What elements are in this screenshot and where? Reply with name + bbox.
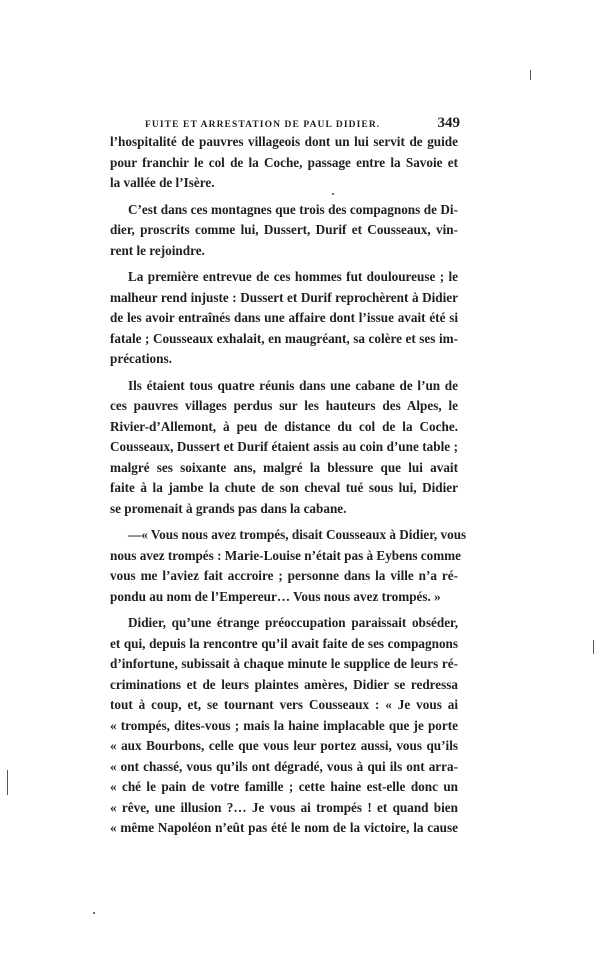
text-line: criminations et de leurs plaintes amères, Didier se redressa	[110, 676, 458, 692]
text-line: tout à coup, et, se tournant vers Cousseaux : « Je vous ai	[110, 697, 458, 712]
text-line: pondu au nom de l’Empereur… Vous nous avez trompés. »	[110, 588, 441, 604]
text-line: malheur rend injuste : Dussert et Durif reprochèrent à Didier	[110, 289, 458, 305]
text-line: « trompés, dites-vous ; mais la haine implacable que je porte	[110, 717, 458, 733]
text-line: d’infortune, subissait à chaque minute le supplice de leurs ré-	[110, 656, 458, 671]
running-head	[145, 115, 460, 132]
text-line: « rêve, une illusion ?… Je vous ai trompés ! et quand bien	[110, 799, 458, 815]
paragraph	[110, 132, 458, 194]
text-line: vous me l’aviez fait accroire ; personne dans la ville n’a ré-	[110, 568, 458, 583]
text-line: —« Vous nous avez trompés, disait Cousseaux à Didier, vous	[128, 527, 467, 542]
paragraph	[110, 267, 458, 370]
text-line: « ché le pain de votre famille ; cette haine est-elle donc un	[110, 779, 458, 794]
text-line: rent le rejoindre.	[110, 242, 205, 258]
paragraph	[110, 613, 458, 839]
body-text	[110, 132, 467, 845]
text-line: pour franchir le col de la Coche, passage entre la Savoie et	[110, 154, 458, 170]
text-line: se promenait à grands pas dans la cabane.	[110, 500, 347, 516]
text-line: Ils étaient tous quatre réunis dans une cabane de l’un de	[128, 377, 458, 393]
paragraph	[110, 200, 458, 262]
ink-speck	[332, 193, 334, 195]
paragraph	[110, 525, 467, 607]
ink-speck	[93, 912, 95, 914]
text-line: C’est dans ces montagnes que trois des compagnons de Di-	[128, 201, 458, 217]
text-line: l’hospitalité de pauvres villageois dont un lui servit de guide	[110, 134, 458, 149]
text-line: précations.	[110, 351, 172, 366]
text-line: nous avez trompés : Marie-Louise n’était pas à Eybens comme	[110, 547, 462, 563]
text-line: « aux Bourbons, celle que vous leur portez aussi, vous qu’ils	[110, 738, 458, 753]
text-line: Cousseaux, Dussert et Durif étaient assis au coin d’une table ;	[110, 439, 458, 454]
scan-mark	[530, 70, 531, 80]
text-line: Rivier-d’Allemont, à peu de distance du col de la Coche.	[110, 418, 458, 434]
text-line: de les avoir entraînés dans une affaire dont l’issue avait été si	[110, 310, 458, 325]
text-line: faite à la jambe la chute de son cheval tué sous lui, Didier	[110, 480, 458, 495]
text-line: malgré ses soixante ans, malgré la blessure que lui avait	[110, 459, 458, 475]
text-line: dier, proscrits comme lui, Dussert, Durif et Cousseaux, vin-	[110, 222, 458, 237]
scan-mark	[7, 770, 8, 795]
page-number: 349	[437, 115, 460, 131]
scan-mark	[593, 640, 594, 654]
running-title: FUITE ET ARRESTATION DE PAUL DIDIER.	[145, 120, 381, 130]
text-line: « même Napoléon n’eût pas été le nom de la victoire, la cause	[110, 820, 458, 835]
text-line: La première entrevue de ces hommes fut douloureuse ; le	[128, 269, 458, 284]
paragraph	[110, 376, 458, 520]
text-line: la vallée de l’Isère.	[110, 175, 215, 190]
text-line: « ont chassé, vous qu’ils ont dégradé, vous à qui ils ont arra-	[110, 758, 458, 774]
text-line: Didier, qu’une étrange préoccupation paraissait obséder,	[128, 615, 458, 630]
text-line: ces pauvres villages perdus sur les hauteurs des Alpes, le	[110, 398, 458, 413]
text-line: fatale ; Cousseaux exhalait, en maugréant, sa colère et ses im-	[110, 330, 458, 346]
text-line: et qui, depuis la rencontre qu’il avait faite de ses compagnons	[110, 635, 458, 651]
